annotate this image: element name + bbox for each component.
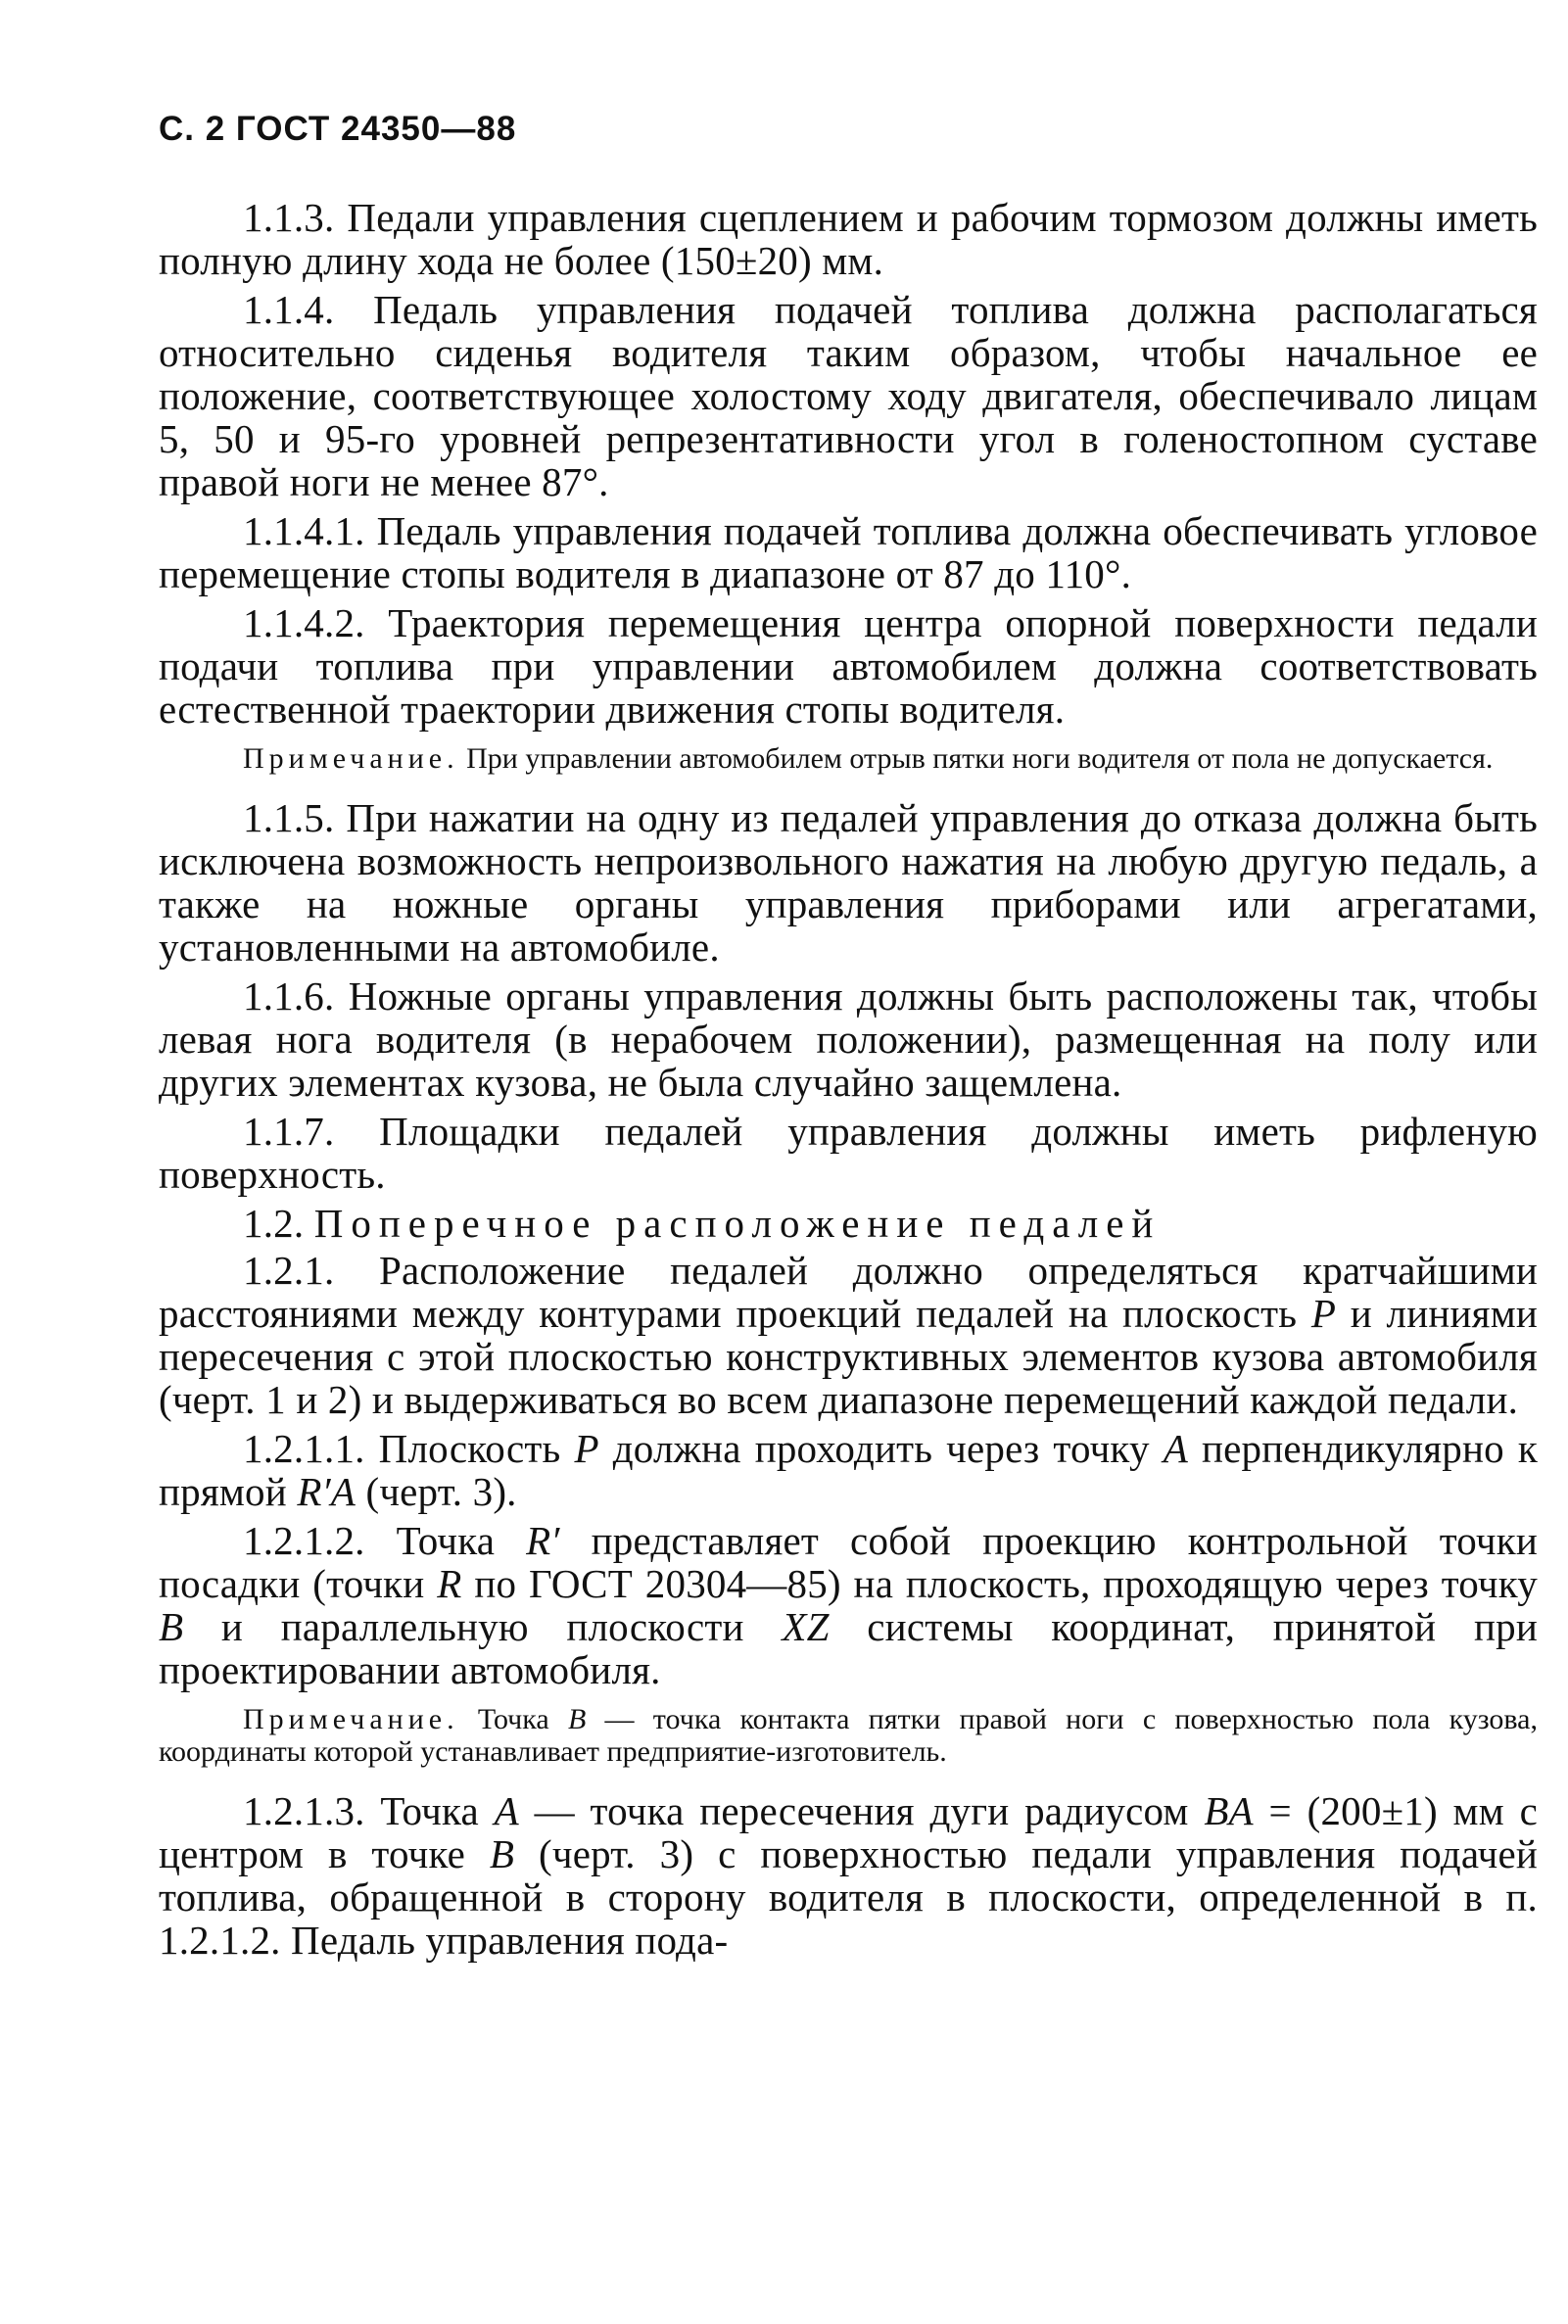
text-run: 1.2.1.1. Плоскость — [243, 1426, 575, 1471]
italic-symbol: B — [159, 1604, 184, 1649]
text-run: — точка пересечения дуги радиусом — [518, 1788, 1205, 1833]
text-run: = (200±1) мм с центром в точке — [159, 1788, 1538, 1876]
text-run: (черт. 3). — [356, 1469, 517, 1514]
text-run: системы координат, принятой при проектировании автомобиля. — [159, 1604, 1538, 1692]
italic-symbol: R′ — [526, 1518, 560, 1563]
note-1 — [159, 742, 1538, 775]
document-body — [159, 196, 1538, 1968]
paragraph-1-2-1-2 — [159, 1519, 1538, 1691]
text-run: Точка — [458, 1703, 568, 1735]
italic-symbol: B — [567, 1703, 587, 1735]
paragraph-1-2-1-1 — [159, 1427, 1538, 1513]
paragraph-1-1-3: 1.1.3. Педали управления сцеплением и рабочим тормозом должны иметь полную длину хода не более (150±20) мм. — [159, 195, 1538, 283]
italic-symbol: A — [1163, 1426, 1188, 1471]
note-2-label: Примечание. — [243, 1703, 459, 1735]
italic-symbol: P — [1310, 1291, 1337, 1336]
italic-symbol: R′A — [297, 1469, 356, 1514]
paragraph-1-1-5: 1.1.5. При нажатии на одну из педалей управления до отказа должна быть исключена возможность непроизвольного нажатия на любую другую педаль, а также на ножные органы управления приборами или агрегатами, установленными на автомобиле. — [159, 795, 1538, 970]
paragraph-1-1-7: 1.1.7. Площадки педалей управления должны иметь рифленую поверхность. — [159, 1109, 1538, 1197]
text-run: должна проходить через точку — [598, 1426, 1164, 1471]
note-2 — [159, 1703, 1538, 1768]
text-run: по ГОСТ 20304—85) на плоскость, проходящую через точку — [461, 1561, 1538, 1606]
paragraph-1-2-1-3 — [159, 1789, 1538, 1962]
italic-symbol: A — [494, 1788, 519, 1833]
paragraph-1-1-6: 1.1.6. Ножные органы управления должны быть расположены так, чтобы левая нога водителя (в нерабочем положении), размещенная на полу или других элементах кузова, не была случайно защемлена. — [159, 973, 1538, 1105]
paragraph-1-1-4: 1.1.4. Педаль управления подачей топлива должна располагаться относительно сиденья водителя таким образом, чтобы начальное ее положение, соответствующее холостому ходу двигателя, обеспечивало лицам 5, 50 и 95-го уровней репрезентативности угол в голеностопном суставе правой ноги не менее 87°. — [159, 287, 1538, 504]
paragraph-1-1-4-1: 1.1.4.1. Педаль управления подачей топлива должна обеспечивать угловое перемещение стопы водителя в диапазоне от 87 до 110°. — [159, 508, 1538, 596]
section-heading-1-2 — [159, 1202, 1538, 1245]
text-run: и линиями пересечения с этой плоскостью конструктивных элементов кузова автомобиля (черт. 1 и 2) и выдерживаться во всем диапазоне перемещений каждой педали. — [159, 1291, 1538, 1422]
text-run: перпендикулярно к прямой — [159, 1426, 1538, 1514]
italic-symbol: B — [489, 1831, 515, 1876]
text-run: 1.2.1.3. Точка — [243, 1788, 495, 1833]
text-run: 1.2.1. Расположение педалей должно определяться кратчайшими расстояниями между контурами проекций педалей на плоскость — [159, 1248, 1538, 1336]
italic-symbol: BA — [1204, 1788, 1254, 1833]
text-run: и параллельную плоскости — [183, 1604, 783, 1649]
section-number: 1.2. — [243, 1201, 314, 1246]
note-1-label: Примечание. — [243, 742, 459, 775]
text-run: 1.2.1.2. Точка — [243, 1518, 527, 1563]
italic-symbol: P — [574, 1426, 599, 1471]
text-run: — точка контакта пятки правой ноги с поверхностью пола кузова, координаты которой устанавливает предприятие-изготовитель. — [159, 1703, 1538, 1768]
text-run: представляет собой проекцию контрольной точки посадки (точки — [159, 1518, 1538, 1606]
text-run: (черт. 3) с поверхностью педали управления подачей топлива, обращенной в сторону водителя в плоскости, определенной в п. 1.2.1.2. Педаль управления пода- — [159, 1831, 1538, 1963]
paragraph-1-2-1 — [159, 1249, 1538, 1421]
italic-symbol: R — [437, 1561, 462, 1606]
page-header: С. 2 ГОСТ 24350—88 — [159, 110, 517, 148]
paragraph-1-1-4-2: 1.1.4.2. Траектория перемещения центра опорной поверхности педали подачи топлива при управлении автомобилем должна соответствовать естественной траектории движения стопы водителя. — [159, 600, 1538, 732]
italic-symbol: XZ — [782, 1604, 830, 1649]
section-title: Поперечное расположение педалей — [313, 1201, 1162, 1246]
note-1-text: При управлении автомобилем отрыв пятки ноги водителя от пола не допускается. — [458, 742, 1494, 775]
